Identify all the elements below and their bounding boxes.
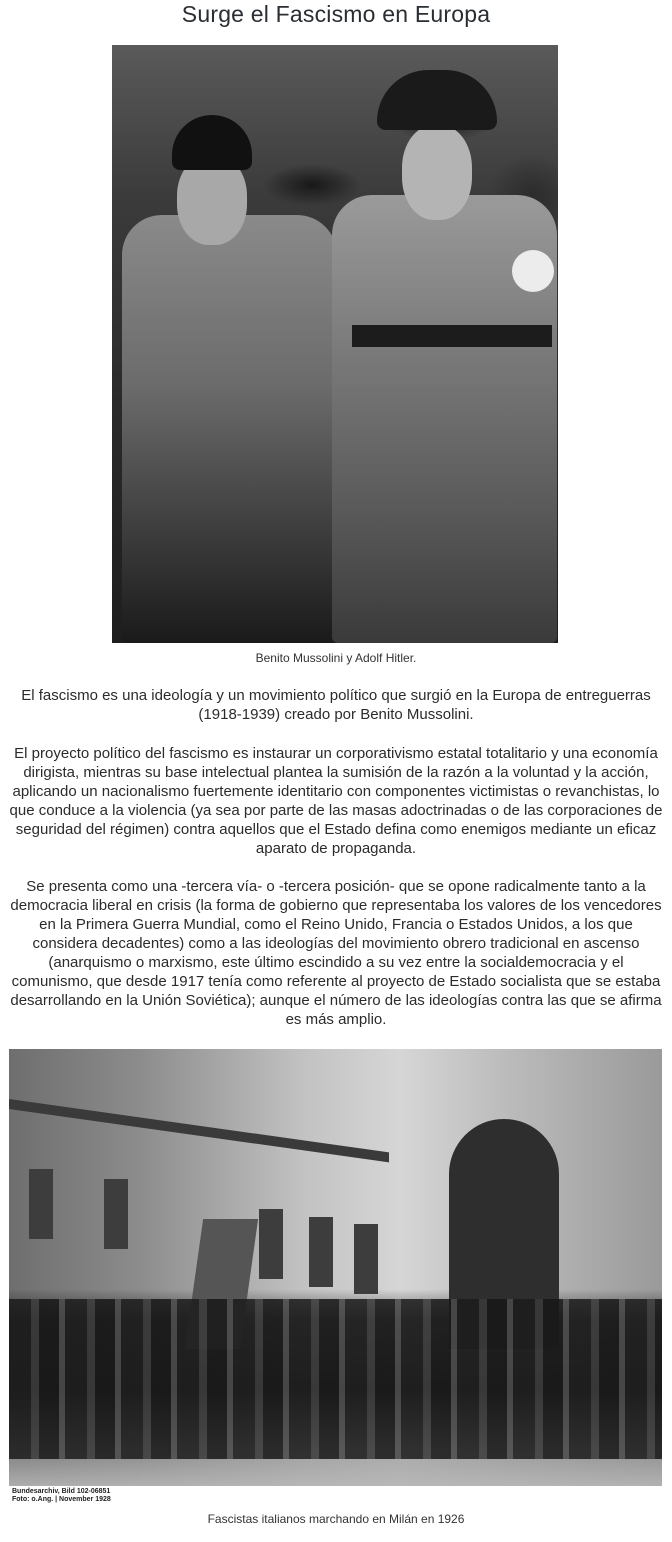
- building-window: [104, 1179, 128, 1249]
- building-window: [259, 1209, 283, 1279]
- figure-caption-1: Benito Mussolini y Adolf Hitler.: [255, 651, 417, 665]
- belt: [352, 325, 552, 347]
- paragraph-intro: El fascismo es una ideología y un movimiento político que surgió en la Europa de entreguerras (1918-1939) creado por Benito Mussolini.: [21, 687, 651, 723]
- building-window: [309, 1217, 333, 1287]
- page-title: Surge el Fascismo en Europa: [181, 1, 491, 27]
- head-right: [402, 125, 472, 220]
- photo-credit-line-1: Bundesarchiv, Bild 102-06851: [12, 1488, 111, 1495]
- paragraph-third-way: Se presenta como una -tercera vía- o -tercera posición- que se opone radicalmente tanto a la democracia liberal en crisis (la forma de gobierno que representaba los valores de los vencedores en la Primera Guerra Mundial, como el Reino Unido, Francia o Estados Unidos, a los que considera decadentes) como a las ideologías del movimiento obrero tradicional en ascenso (anarquismo o marxismo, este último escindido a su vez entre la socialdemocracia y el comunismo, que desde 1917 tenía como referente al proyecto de Estado socialista que se estaba desarrollando en la Unión Soviética); aunque el número de las ideologías contra las que se afirma es más amplio.: [10, 878, 662, 1028]
- cap-left: [172, 115, 252, 170]
- figure-left-silhouette: [122, 215, 337, 643]
- armband: [512, 250, 554, 292]
- marching-crowd: [9, 1299, 662, 1459]
- paragraph-political-project: El proyecto político del fascismo es instaurar un corporativismo estatal totalitario y una economía dirigista, mientras su base intelectual plantea la sumisión de la razón a la voluntad y la acción, aplicando un nacionalismo fuertemente identitario con componentes victimistas o revanchistas, lo que conduce a la violencia (ya sea por parte de las masas adoctrinadas o de las corporaciones de seguridad del régimen) contra aquellos que el Estado defina como enemigos mediante un eficaz aparato de propaganda.: [9, 745, 663, 857]
- photo-credit: [12, 1488, 111, 1504]
- building-window: [29, 1169, 53, 1239]
- building-cornice: [9, 1099, 389, 1162]
- figure-caption-2: Fascistas italianos marchando en Milán en 1926: [207, 1512, 465, 1526]
- building-window: [354, 1224, 378, 1294]
- milan-march-photo: [9, 1049, 662, 1486]
- cap-right: [377, 70, 497, 130]
- photo-credit-line-2: Foto: o.Ang. | November 1928: [12, 1496, 111, 1503]
- mussolini-hitler-photo: [112, 45, 558, 643]
